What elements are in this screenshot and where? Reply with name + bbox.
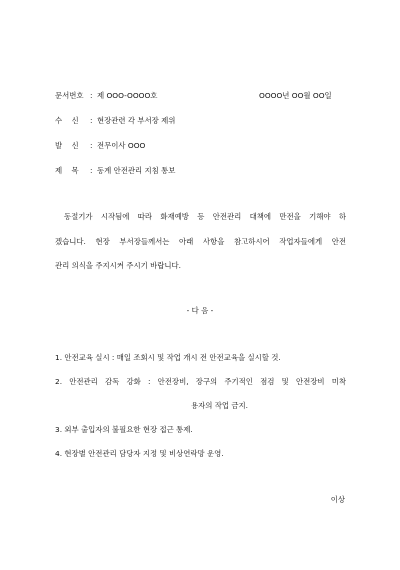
body-paragraph-line-2: 겠습니다. 현장 부서장들께서는 아래 사항을 참고하시어 작업자들에게 안전 — [55, 237, 346, 246]
recipient-row — [0, 116, 400, 126]
list-item: 4. 현장별 안전관리 담당자 지정 및 비상연락망 운영. — [55, 449, 224, 458]
body-paragraph-line-3: 관리 의식을 주지시켜 주시기 바랍니다. — [55, 261, 181, 270]
closing-remark: 이상 — [330, 495, 345, 504]
subject-label: 제 목 — [55, 166, 79, 175]
sender-value: 전무이사 OOO — [97, 141, 146, 150]
doc-number-label: 문서번호 — [55, 91, 84, 100]
body-paragraph-line-1: 동절기가 시작됨에 따라 화재예방 등 안전관리 대책에 만전을 기해야 하 — [64, 212, 346, 221]
list-item: 2. 안전관리 감독 강화 : 안전장비, 장구의 주기적인 점검 및 안전장비 미착 — [55, 377, 346, 386]
subject-colon: : — [90, 166, 93, 175]
subject-row — [0, 166, 400, 176]
list-item: 1. 안전교육 실시 : 매일 조회시 및 작업 개시 전 안전교육을 실시할 것. — [55, 353, 281, 362]
subject-value: 동계 안전관리 지침 통보 — [97, 166, 176, 175]
sender-label: 발 신 — [55, 141, 79, 150]
document-date: OOOO년 OO월 OO일 — [259, 91, 332, 100]
doc-number-row — [0, 91, 400, 101]
recipient-label: 수 신 — [55, 116, 79, 125]
sender-row — [0, 141, 400, 151]
list-item-continuation: 용자의 작업 금지. — [191, 401, 249, 410]
section-title: - 다 음 - — [186, 306, 214, 315]
list-item: 3. 외부 출입자의 불필요한 현장 접근 통제. — [55, 425, 193, 434]
doc-number-value: 제 OOO-OOOO호 — [97, 91, 158, 100]
recipient-colon: : — [90, 116, 93, 125]
sender-colon: : — [90, 141, 93, 150]
recipient-value: 현장관련 각 부서장 제위 — [97, 116, 176, 125]
doc-number-colon: : — [90, 91, 93, 100]
